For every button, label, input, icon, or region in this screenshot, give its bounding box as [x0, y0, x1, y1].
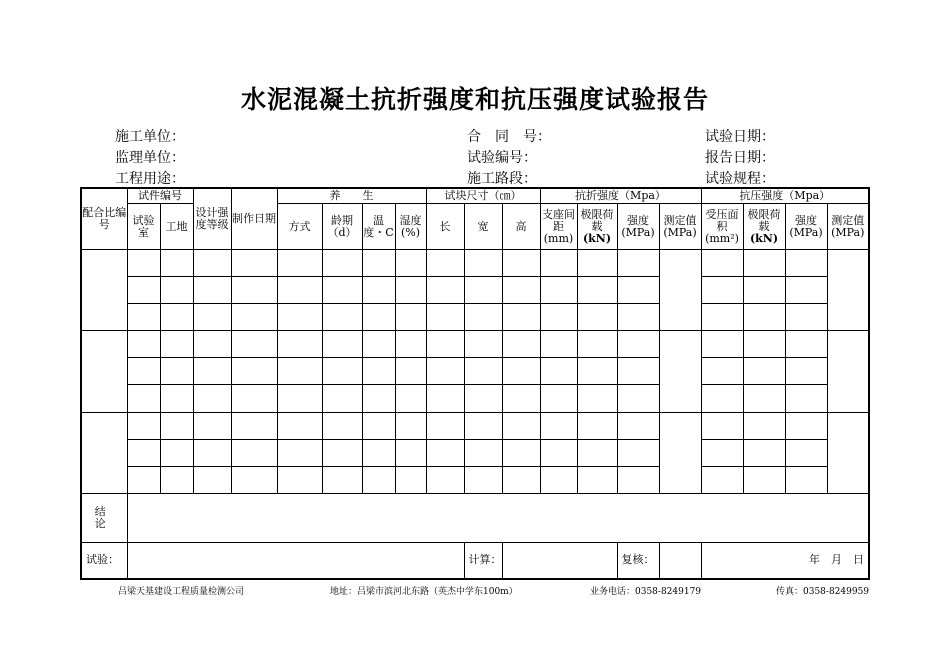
table-cell[interactable]: [81, 250, 127, 331]
table-cell[interactable]: [193, 358, 231, 385]
flexural-header: 抗折强度（Mpa）: [540, 188, 701, 204]
table-cell[interactable]: [464, 277, 502, 304]
table-cell[interactable]: [231, 439, 277, 466]
table-cell[interactable]: [464, 304, 502, 331]
report-date-label: 报告日期：: [705, 150, 775, 166]
table-cell[interactable]: [362, 358, 395, 385]
table-cell[interactable]: [231, 304, 277, 331]
table-cell[interactable]: [617, 277, 659, 304]
table-row: [81, 331, 869, 358]
table-cell[interactable]: [701, 385, 743, 412]
table-cell[interactable]: [127, 331, 160, 358]
table-cell[interactable]: [231, 385, 277, 412]
table-cell[interactable]: [659, 250, 701, 331]
specimen-no-header: 试件编号: [127, 188, 193, 204]
project-use-label: 工程用途：: [115, 171, 185, 187]
table-cell[interactable]: [617, 385, 659, 412]
table-cell[interactable]: [540, 277, 577, 304]
table-cell[interactable]: [160, 304, 193, 331]
table-cell[interactable]: [701, 439, 743, 466]
supervision-unit-label: 监理单位：: [115, 150, 185, 166]
table-cell[interactable]: [743, 466, 785, 493]
table-cell[interactable]: [659, 412, 701, 493]
bearing-area-header: 受压面积(mm²): [701, 204, 743, 250]
footer-fax: 传真：0358-8249959: [776, 587, 870, 597]
contract-no-label: 合 同 号：: [467, 129, 551, 145]
table-cell[interactable]: [743, 439, 785, 466]
date-ymd: 年 月 日: [701, 542, 869, 579]
table-cell[interactable]: [540, 304, 577, 331]
table-cell[interactable]: [502, 412, 540, 439]
table-cell[interactable]: [617, 304, 659, 331]
table-cell[interactable]: [540, 358, 577, 385]
table-cell[interactable]: [426, 250, 464, 277]
table-row: [81, 304, 869, 331]
compressive-load-label: 极限荷载: [747, 207, 781, 233]
flexural-measured-header: 测定值(MPa): [659, 204, 701, 250]
table-cell[interactable]: [540, 412, 577, 439]
table-cell[interactable]: [785, 385, 827, 412]
height-header: 高: [502, 204, 540, 250]
table-cell[interactable]: [659, 331, 701, 412]
table-cell[interactable]: [277, 331, 322, 358]
table-row: [81, 250, 869, 277]
table-cell[interactable]: [701, 277, 743, 304]
table-cell[interactable]: [362, 385, 395, 412]
table-cell[interactable]: [540, 439, 577, 466]
table-cell[interactable]: [785, 412, 827, 439]
table-cell[interactable]: [395, 412, 426, 439]
table-cell[interactable]: [127, 358, 160, 385]
table-row: [81, 277, 869, 304]
table-cell[interactable]: [785, 277, 827, 304]
table-cell[interactable]: [322, 412, 362, 439]
table-cell[interactable]: [395, 304, 426, 331]
table-cell[interactable]: [322, 358, 362, 385]
table-cell[interactable]: [277, 385, 322, 412]
calculation-cell[interactable]: [502, 542, 617, 579]
table-cell[interactable]: [193, 466, 231, 493]
table-cell[interactable]: [701, 466, 743, 493]
table-cell[interactable]: [502, 304, 540, 331]
table-cell[interactable]: [617, 331, 659, 358]
table-cell[interactable]: [785, 250, 827, 277]
table-cell[interactable]: [160, 385, 193, 412]
table-cell[interactable]: [362, 331, 395, 358]
table-cell[interactable]: [277, 439, 322, 466]
table-cell[interactable]: [426, 466, 464, 493]
flexural-strength-header: 强度(MPa): [617, 204, 659, 250]
table-cell[interactable]: [743, 250, 785, 277]
table-cell[interactable]: [362, 304, 395, 331]
table-cell[interactable]: [362, 250, 395, 277]
table-cell[interactable]: [743, 358, 785, 385]
report-table: [80, 187, 870, 580]
table-cell[interactable]: [160, 250, 193, 277]
table-cell[interactable]: [577, 304, 617, 331]
table-cell[interactable]: [701, 412, 743, 439]
table-cell[interactable]: [231, 466, 277, 493]
table-cell[interactable]: [701, 358, 743, 385]
table-cell[interactable]: [193, 304, 231, 331]
table-cell[interactable]: [193, 277, 231, 304]
support-span-header: 支座间距(mm): [540, 204, 577, 250]
table-cell[interactable]: [193, 385, 231, 412]
table-cell[interactable]: [322, 331, 362, 358]
table-cell[interactable]: [577, 466, 617, 493]
table-cell[interactable]: [464, 466, 502, 493]
table-cell[interactable]: [502, 277, 540, 304]
table-cell[interactable]: [160, 277, 193, 304]
flexural-load-unit: (kN): [582, 231, 612, 245]
table-cell[interactable]: [540, 250, 577, 277]
table-cell[interactable]: [617, 250, 659, 277]
table-cell[interactable]: [426, 331, 464, 358]
table-cell[interactable]: [127, 439, 160, 466]
mix-no-header: 配合比编 号: [81, 188, 127, 250]
conclusion-cell[interactable]: [127, 493, 869, 542]
table-cell[interactable]: [127, 412, 160, 439]
lab-header: 试验室: [127, 204, 160, 250]
table-cell[interactable]: [322, 385, 362, 412]
table-cell[interactable]: [231, 250, 277, 277]
table-row: [81, 358, 869, 385]
table-cell[interactable]: [395, 385, 426, 412]
conclusion-label: 结 论: [81, 493, 127, 542]
table-cell[interactable]: [362, 277, 395, 304]
test-number-label: 试验编号：: [467, 150, 537, 166]
table-cell[interactable]: [464, 331, 502, 358]
flexural-load-header: [577, 204, 617, 250]
table-cell[interactable]: [277, 358, 322, 385]
table-row: [81, 439, 869, 466]
compressive-strength-header: 强度(MPa): [785, 204, 827, 250]
compressive-load-header: [743, 204, 785, 250]
tester-cell[interactable]: [127, 542, 464, 579]
table-row: [81, 466, 869, 493]
table-cell[interactable]: [426, 439, 464, 466]
table-cell[interactable]: [827, 331, 869, 412]
table-cell[interactable]: [426, 277, 464, 304]
flexural-load-label: 极限荷载: [580, 207, 614, 233]
test-date-label: 试验日期：: [705, 129, 775, 145]
table-cell[interactable]: [743, 412, 785, 439]
table-cell[interactable]: [617, 466, 659, 493]
table-cell[interactable]: [464, 358, 502, 385]
design-grade-header: 设计强度等级: [193, 188, 231, 250]
table-cell[interactable]: [464, 250, 502, 277]
humidity-header: 湿度(%): [395, 204, 426, 250]
compressive-header: 抗压强度（Mpa）: [701, 188, 869, 204]
curing-header: 养 生: [277, 188, 426, 204]
table-cell[interactable]: [395, 250, 426, 277]
table-cell[interactable]: [785, 466, 827, 493]
table-cell[interactable]: [160, 331, 193, 358]
compressive-load-unit: (kN): [749, 231, 779, 245]
table-cell[interactable]: [395, 466, 426, 493]
table-cell[interactable]: [127, 304, 160, 331]
table-cell[interactable]: [81, 412, 127, 493]
curing-method-header: 方式: [277, 204, 322, 250]
table-cell[interactable]: [617, 439, 659, 466]
table-cell[interactable]: [827, 250, 869, 331]
table-cell[interactable]: [277, 277, 322, 304]
footer-phone: 业务电话：0358-8249179: [590, 587, 702, 597]
table-cell[interactable]: [540, 466, 577, 493]
length-header: 长: [426, 204, 464, 250]
table-cell[interactable]: [362, 466, 395, 493]
calculation-label: 计算：: [464, 542, 502, 579]
table-cell[interactable]: [701, 304, 743, 331]
table-cell[interactable]: [785, 304, 827, 331]
table-cell[interactable]: [193, 439, 231, 466]
table-cell[interactable]: [160, 412, 193, 439]
table-cell[interactable]: [322, 466, 362, 493]
table-cell[interactable]: [426, 358, 464, 385]
table-cell[interactable]: [701, 250, 743, 277]
table-cell[interactable]: [577, 358, 617, 385]
table-cell[interactable]: [193, 331, 231, 358]
table-cell[interactable]: [785, 439, 827, 466]
table-cell[interactable]: [577, 412, 617, 439]
table-cell[interactable]: [231, 277, 277, 304]
table-cell[interactable]: [743, 304, 785, 331]
temperature-header: 温度・C: [362, 204, 395, 250]
road-section-label: 施工路段：: [467, 171, 537, 187]
construction-unit-label: 施工单位：: [115, 129, 185, 145]
table-cell[interactable]: [617, 358, 659, 385]
table-cell[interactable]: [160, 466, 193, 493]
table-cell[interactable]: [127, 277, 160, 304]
table-cell[interactable]: [617, 412, 659, 439]
footer-address: 地址：吕梁市滨河北东路（英杰中学东100m）: [330, 587, 518, 597]
table-cell[interactable]: [464, 412, 502, 439]
table-cell[interactable]: [540, 385, 577, 412]
table-cell[interactable]: [231, 358, 277, 385]
table-cell[interactable]: [277, 466, 322, 493]
table-cell[interactable]: [277, 304, 322, 331]
table-cell[interactable]: [362, 412, 395, 439]
table-cell[interactable]: [577, 385, 617, 412]
table-cell[interactable]: [395, 277, 426, 304]
table-cell[interactable]: [322, 304, 362, 331]
table-cell[interactable]: [395, 358, 426, 385]
compressive-measured-header: 测定值(MPa): [827, 204, 869, 250]
table-cell[interactable]: [502, 385, 540, 412]
table-row: [81, 385, 869, 412]
table-cell[interactable]: [193, 412, 231, 439]
table-cell[interactable]: [502, 250, 540, 277]
table-cell[interactable]: [231, 331, 277, 358]
tester-label: 试验：: [81, 542, 127, 579]
table-cell[interactable]: [464, 385, 502, 412]
table-cell[interactable]: [362, 439, 395, 466]
table-cell[interactable]: [127, 250, 160, 277]
block-size-header: 试块尺寸（㎝）: [426, 188, 540, 204]
table-cell[interactable]: [160, 439, 193, 466]
table-cell[interactable]: [577, 331, 617, 358]
table-cell[interactable]: [395, 439, 426, 466]
data-rows: [81, 250, 869, 494]
table-cell[interactable]: [322, 439, 362, 466]
reviewer-cell[interactable]: [659, 542, 701, 579]
table-cell[interactable]: [577, 250, 617, 277]
table-cell[interactable]: [502, 439, 540, 466]
table-cell[interactable]: [277, 412, 322, 439]
table-cell[interactable]: [540, 331, 577, 358]
table-cell[interactable]: [277, 250, 322, 277]
make-date-header: 制作日期: [231, 188, 277, 250]
table-cell[interactable]: [743, 331, 785, 358]
table-cell[interactable]: [785, 331, 827, 358]
table-cell[interactable]: [785, 358, 827, 385]
table-cell[interactable]: [426, 385, 464, 412]
table-cell[interactable]: [502, 358, 540, 385]
table-cell[interactable]: [701, 331, 743, 358]
report-title: 水泥混凝土抗折强度和抗压强度试验报告: [240, 85, 709, 114]
table-cell[interactable]: [577, 277, 617, 304]
table-cell[interactable]: [743, 277, 785, 304]
table-row: [81, 412, 869, 439]
site-header: 工地: [160, 204, 193, 250]
table-cell[interactable]: [827, 412, 869, 493]
table-cell[interactable]: [395, 331, 426, 358]
table-cell[interactable]: [502, 466, 540, 493]
table-cell[interactable]: [577, 439, 617, 466]
footer-company: 吕梁天基建设工程质量检测公司: [118, 587, 245, 597]
table-cell[interactable]: [193, 250, 231, 277]
width-header: 宽: [464, 204, 502, 250]
table-cell[interactable]: [502, 331, 540, 358]
table-cell[interactable]: [127, 385, 160, 412]
table-cell[interactable]: [426, 412, 464, 439]
table-cell[interactable]: [81, 331, 127, 412]
table-cell[interactable]: [743, 385, 785, 412]
table-cell[interactable]: [127, 466, 160, 493]
reviewer-label: 复核：: [617, 542, 659, 579]
table-cell[interactable]: [322, 277, 362, 304]
table-cell[interactable]: [464, 439, 502, 466]
table-cell[interactable]: [322, 250, 362, 277]
table-cell[interactable]: [426, 304, 464, 331]
table-cell[interactable]: [160, 358, 193, 385]
age-header: 龄期（d）: [322, 204, 362, 250]
test-spec-label: 试验规程：: [705, 171, 775, 187]
table-cell[interactable]: [231, 412, 277, 439]
